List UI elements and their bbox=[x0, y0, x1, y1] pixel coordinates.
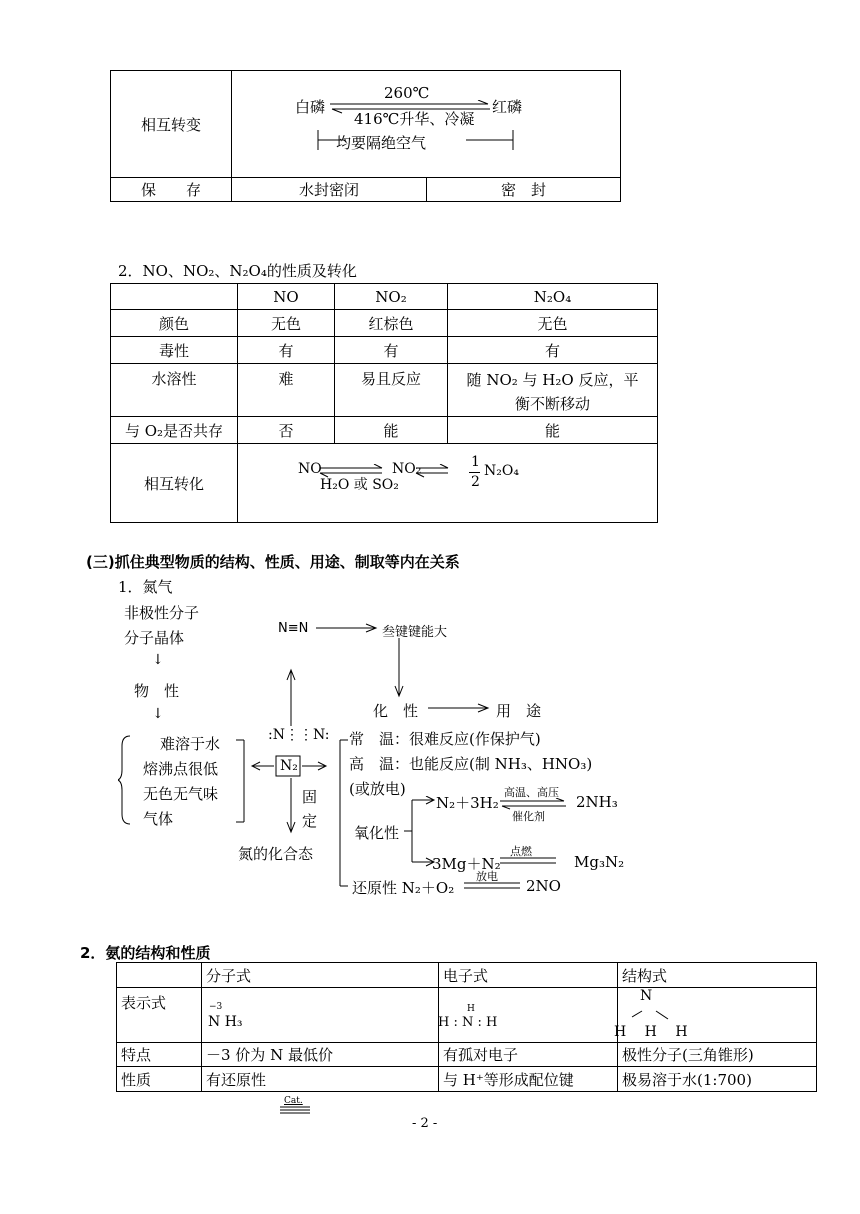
cell: －3 价为 N 最低价 bbox=[202, 1043, 439, 1067]
chem-label: 化 性 bbox=[373, 702, 419, 720]
header-no: NO bbox=[238, 284, 335, 310]
cat-equals bbox=[280, 1106, 312, 1114]
header-n2o4: N₂O₄ bbox=[448, 284, 658, 310]
prop-low-bp: 熔沸点很低 bbox=[143, 760, 219, 778]
prop-gas: 气体 bbox=[143, 810, 174, 828]
prop-insoluble: 难溶于水 bbox=[160, 735, 221, 753]
oxidation-state: −3 bbox=[209, 1002, 223, 1012]
fraction-bar bbox=[469, 472, 480, 473]
r2-top: 点燃 bbox=[510, 845, 532, 858]
n2-formula: N₂ bbox=[280, 758, 298, 774]
row-label: 颜色 bbox=[111, 310, 238, 337]
nonpolar-label: 非极性分子 bbox=[124, 604, 200, 622]
white-storage: 水封密闭 bbox=[232, 178, 427, 202]
arrow-down-fix bbox=[284, 778, 298, 834]
cell: 无色 bbox=[448, 310, 658, 337]
physical-label: 物 性 bbox=[134, 682, 180, 700]
cell: 极性分子(三角锥形) bbox=[618, 1043, 817, 1067]
equilibrium-arrow bbox=[328, 100, 492, 114]
fraction-num: 1 bbox=[471, 454, 480, 470]
row-label: 毒性 bbox=[111, 337, 238, 364]
row-label: 水溶性 bbox=[111, 364, 238, 417]
arrow-down-chem bbox=[392, 638, 406, 698]
nh3-formula: N H₃ bbox=[208, 1014, 243, 1030]
r2-right: Mg₃N₂ bbox=[574, 853, 625, 871]
cell: 难 bbox=[238, 364, 335, 417]
r1-bottom: 催化剂 bbox=[512, 810, 545, 823]
header-electron: 电子式 bbox=[439, 963, 618, 988]
discharge-label: (或放电) bbox=[349, 780, 406, 798]
row-label: 与 O₂是否共存 bbox=[111, 417, 238, 444]
row-label-storage: 保 存 bbox=[111, 178, 232, 202]
conv-no: NO bbox=[298, 461, 322, 477]
cell: 有 bbox=[238, 337, 335, 364]
prop-colorless: 无色无气味 bbox=[143, 785, 219, 803]
reducing-label: 还原性 N₂＋O₂ bbox=[352, 879, 455, 897]
header-empty bbox=[111, 284, 238, 310]
conv-no2: NO₂ bbox=[392, 461, 422, 477]
conv-arrows bbox=[316, 464, 456, 478]
conv-n2o4: N₂O₄ bbox=[484, 463, 519, 479]
red-phosphorus: 红磷 bbox=[492, 98, 523, 116]
r3-top: 放电 bbox=[476, 870, 498, 883]
structure-h: H H H bbox=[614, 1024, 688, 1040]
compound-label: 氮的化合态 bbox=[238, 845, 314, 863]
cell: 无色 bbox=[238, 310, 335, 337]
sub-nitrogen: 1．氮气 bbox=[118, 578, 173, 596]
cell-line: 衡不断移动 bbox=[514, 395, 590, 413]
r3-right: 2NO bbox=[526, 877, 561, 895]
header-formula: 分子式 bbox=[202, 963, 439, 988]
structure-bonds bbox=[618, 1005, 682, 1021]
conv-condition: H₂O 或 SO₂ bbox=[320, 477, 399, 493]
cell: 有 bbox=[448, 337, 658, 364]
r3-equals bbox=[462, 881, 522, 891]
cell-line: 随 NO₂ 与 H₂O 反应，平 bbox=[466, 371, 639, 389]
triple-note: 叁键键能大 bbox=[382, 625, 448, 640]
r1-left: N₂＋3H₂ bbox=[436, 794, 499, 812]
normal-temp: 常 温：很难反应(作保护气) bbox=[349, 730, 541, 748]
section3-title: (三)抓住典型物质的结构、性质、用途、制取等内在关系 bbox=[86, 553, 460, 571]
conversion-cell bbox=[238, 444, 658, 523]
row-label: 相互转化 bbox=[111, 444, 238, 523]
condition-bottom: 416℃升华、冷凝 bbox=[354, 110, 475, 128]
high-temp: 高 温：也能反应(制 NH₃、HNO₃) bbox=[349, 755, 593, 773]
r2-equals bbox=[498, 856, 558, 866]
cell: 有孤对电子 bbox=[439, 1043, 618, 1067]
condition-top: 260℃ bbox=[384, 84, 430, 102]
triple-bond: N≡N bbox=[278, 621, 309, 636]
cat-label: Cat. bbox=[284, 1096, 303, 1106]
cell: 有还原性 bbox=[202, 1067, 439, 1092]
cell: 易且反应 bbox=[335, 364, 448, 417]
arrow-use bbox=[428, 701, 492, 715]
cell: 红棕色 bbox=[335, 310, 448, 337]
section2-title: 2．NO、NO₂、N₂O₄的性质及转化 bbox=[118, 262, 357, 280]
fix-1: 固 bbox=[302, 788, 318, 806]
r1-right: 2NH₃ bbox=[576, 793, 618, 811]
cell: 有 bbox=[335, 337, 448, 364]
r1-top: 高温、高压 bbox=[504, 786, 559, 799]
use-label: 用 途 bbox=[496, 702, 542, 720]
cell: 能 bbox=[448, 417, 658, 444]
electron-h-top: H bbox=[467, 1004, 475, 1014]
arrow-up-structure bbox=[284, 666, 298, 728]
electron-main: H : N : H bbox=[438, 1015, 498, 1030]
electron-formula: :N⋮⋮N: bbox=[268, 727, 330, 743]
row-label-conversion: 相互转变 bbox=[111, 71, 232, 178]
air-isolation-note: 均要隔绝空气 bbox=[336, 134, 427, 152]
chem-bracket bbox=[326, 734, 350, 894]
r2-left: 3Mg＋N₂ bbox=[432, 855, 501, 873]
row-label-property: 性质 bbox=[117, 1067, 202, 1092]
crystal-label: 分子晶体 bbox=[124, 629, 185, 647]
cell: 极易溶于水(1:700) bbox=[618, 1067, 817, 1092]
down-arrow-1: ↓ bbox=[152, 652, 164, 668]
page-number: - 2 - bbox=[412, 1116, 438, 1131]
cell: 能 bbox=[335, 417, 448, 444]
row-label-feature: 特点 bbox=[117, 1043, 202, 1067]
arrow-triple bbox=[316, 621, 380, 635]
cell bbox=[448, 364, 658, 417]
cell: 否 bbox=[238, 417, 335, 444]
section4-title: 2．氨的结构和性质 bbox=[80, 944, 211, 962]
oxidizing-label: 氧化性 bbox=[354, 824, 400, 842]
down-arrow-2: ↓ bbox=[152, 706, 164, 722]
red-storage: 密 封 bbox=[427, 178, 621, 202]
cell: 与 H⁺等形成配位键 bbox=[439, 1067, 618, 1092]
fix-2: 定 bbox=[302, 812, 318, 830]
structure-n: N bbox=[640, 988, 653, 1004]
white-phosphorus: 白磷 bbox=[295, 98, 326, 116]
row-label-formula: 表示式 bbox=[117, 988, 202, 1043]
header-no2: NO₂ bbox=[335, 284, 448, 310]
header-structure: 结构式 bbox=[618, 963, 817, 988]
header-empty bbox=[117, 963, 202, 988]
fraction-den: 2 bbox=[471, 474, 480, 490]
